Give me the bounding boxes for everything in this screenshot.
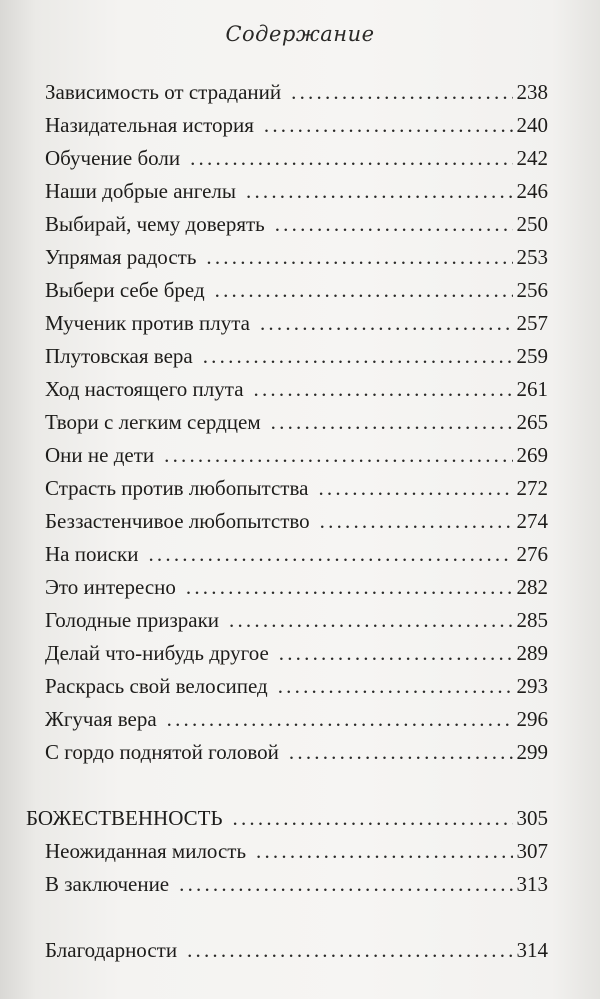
- dot-leader: [264, 112, 513, 138]
- toc-entry[interactable]: [45, 541, 548, 567]
- toc-entry-page: 238: [516, 80, 548, 104]
- toc-entry[interactable]: [45, 145, 548, 171]
- toc-entry-title: Жгучая вера: [45, 707, 157, 731]
- page-title: Содержание: [225, 22, 375, 46]
- dot-leader: [256, 838, 512, 864]
- toc-entry-page: 274: [516, 509, 548, 533]
- dot-leader: [254, 376, 513, 402]
- toc-entry[interactable]: [45, 574, 548, 600]
- dot-leader: [279, 640, 513, 666]
- toc-entry[interactable]: [45, 79, 548, 105]
- toc-entry-title: Обучение боли: [45, 146, 181, 170]
- toc-entry-title: Это интересно: [45, 575, 176, 599]
- toc-entry-title: Делай что-нибудь другое: [45, 641, 269, 665]
- toc-entry[interactable]: [45, 508, 548, 534]
- toc-entry-page: 250: [516, 212, 548, 236]
- toc-entry-title: Они не дети: [45, 443, 155, 467]
- toc-entry[interactable]: [45, 376, 548, 402]
- toc-entry-page: 314: [516, 938, 548, 962]
- toc-entry-title: На поиски: [45, 542, 139, 566]
- toc-entry-page: 276: [516, 542, 548, 566]
- dot-leader: [291, 79, 512, 105]
- toc-entry[interactable]: [45, 112, 548, 138]
- toc-entry-title: В заключение: [45, 872, 170, 896]
- toc-entry[interactable]: [45, 838, 548, 864]
- toc-entry[interactable]: [45, 607, 548, 633]
- toc-entry-page: 313: [516, 872, 548, 896]
- toc-entry[interactable]: [45, 277, 548, 303]
- toc-entry[interactable]: [45, 475, 548, 501]
- toc-entry[interactable]: [45, 739, 548, 765]
- toc-entry[interactable]: [45, 442, 548, 468]
- dot-leader: [320, 508, 513, 534]
- dot-leader: [179, 871, 512, 897]
- toc-entry-title: Голодные призраки: [45, 608, 220, 632]
- toc-entry[interactable]: [45, 871, 548, 897]
- toc-entry-page: 242: [516, 146, 548, 170]
- toc-section-heading[interactable]: [26, 805, 548, 831]
- toc-entry-title: Мученик против плута: [45, 311, 250, 335]
- toc-entry[interactable]: [45, 706, 548, 732]
- dot-leader: [206, 244, 512, 270]
- dot-leader: [289, 739, 513, 765]
- toc-entry-title: Зависимость от страданий: [45, 80, 282, 104]
- toc-entry-page: 299: [516, 740, 548, 764]
- toc-entry-page: 240: [516, 113, 548, 137]
- toc-entry-page: 296: [516, 707, 548, 731]
- toc-section-page: 305: [516, 806, 548, 830]
- toc-entry-page: 253: [516, 245, 548, 269]
- toc-entry-title: С гордо поднятой головой: [45, 740, 279, 764]
- dot-leader: [203, 343, 513, 369]
- toc-section-title: БОЖЕСТВЕННОСТЬ: [26, 806, 223, 830]
- toc-entry[interactable]: [45, 640, 548, 666]
- dot-leader: [278, 673, 513, 699]
- toc-entry-title: Наши добрые ангелы: [45, 179, 236, 203]
- toc-entry-title: Страсть против любопытства: [45, 476, 309, 500]
- dot-leader: [275, 211, 513, 237]
- toc-entry-title: Назидательная история: [45, 113, 254, 137]
- dot-leader: [164, 442, 512, 468]
- toc-entry-title: Твори с легким сердцем: [45, 410, 261, 434]
- toc-entry-title: Упрямая радость: [45, 245, 197, 269]
- dot-leader: [186, 574, 513, 600]
- toc-entry[interactable]: [45, 310, 548, 336]
- toc-entry-page: 307: [516, 839, 548, 863]
- toc-entry-title: Выбирай, чему доверять: [45, 212, 265, 236]
- toc-entry-title: Беззастенчивое любопытство: [45, 509, 310, 533]
- toc-entry-page: 285: [516, 608, 548, 632]
- toc-entry-page: 261: [516, 377, 548, 401]
- toc-entry-page: 269: [516, 443, 548, 467]
- toc-entry-acknowledgements[interactable]: [45, 937, 548, 963]
- dot-leader: [318, 475, 512, 501]
- toc-entry-page: 246: [516, 179, 548, 203]
- toc-entry-page: 256: [516, 278, 548, 302]
- toc-entry-page: 282: [516, 575, 548, 599]
- toc-entry-page: 259: [516, 344, 548, 368]
- dot-leader: [271, 409, 513, 435]
- toc-entry-page: 272: [516, 476, 548, 500]
- dot-leader: [260, 310, 513, 336]
- toc-entry-title: Ход настоящего плута: [45, 377, 244, 401]
- dot-leader: [167, 706, 513, 732]
- toc-entry[interactable]: [45, 409, 548, 435]
- toc-entry[interactable]: [45, 178, 548, 204]
- toc-entry[interactable]: [45, 343, 548, 369]
- toc-entry-title: Раскрась свой велосипед: [45, 674, 268, 698]
- toc-entry[interactable]: [45, 211, 548, 237]
- dot-leader: [190, 145, 512, 171]
- toc-entry[interactable]: [45, 673, 548, 699]
- toc-entry-title: Выбери себе бред: [45, 278, 205, 302]
- toc-entry-title: Неожиданная милость: [45, 839, 247, 863]
- dot-leader: [215, 277, 513, 303]
- toc-entry-page: 257: [516, 311, 548, 335]
- dot-leader: [229, 607, 512, 633]
- dot-leader: [187, 937, 512, 963]
- dot-leader: [246, 178, 513, 204]
- toc-entry-title: Плутовская вера: [45, 344, 193, 368]
- dot-leader: [233, 805, 513, 831]
- toc-entry-page: 293: [516, 674, 548, 698]
- toc-entry-page: 265: [516, 410, 548, 434]
- toc-entry[interactable]: [45, 244, 548, 270]
- toc-entry-page: 289: [516, 641, 548, 665]
- dot-leader: [148, 541, 512, 567]
- toc-entry-title: Благодарности: [45, 938, 178, 962]
